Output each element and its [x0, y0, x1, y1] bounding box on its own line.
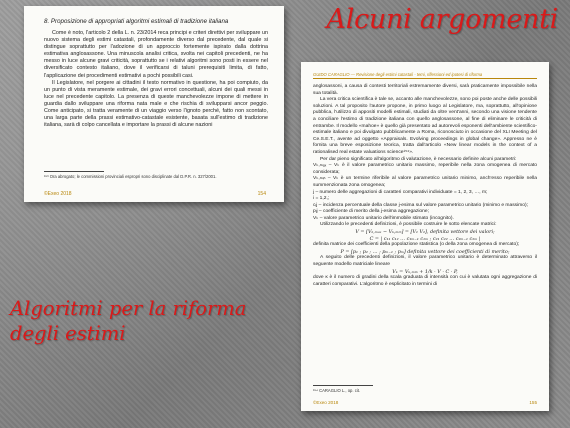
slide-subtitle-line: degli estimi — [10, 322, 126, 345]
paragraph: Il Legislatore, nel porgere ai cittadini il testo normativo in questione, ha poi compiuto, da un punto di vista meramente estimale, dei gravi errori concettuali, alcuni dei quali messi in luce nel precedente capitolo. La presenza di queste manchevolezze impone di mettere in guardia dallo sviluppare una riforma nata male e che rischia di svilupparsi ancor peggio. Come anticipato, si tratta veramente di un viaggio verso l'ignoto perché, fatto non scontato, una larga parte della prassi estimativo-catastale esistente, basata sull'estimo di tradizione italiana, sarà di colpo cancellata e importare la prassi di alcune nazioni — [44, 79, 268, 129]
paragraph: Utilizzando le precedenti definizioni, è possibile costruire le sotto elencate matrici: — [320, 222, 497, 228]
paragraph: A seguito delle precedenti definizioni, il valore parametrico unitario è determinato attraverso il seguente modello matriciale lineare — [313, 255, 537, 268]
vector-equation: V = [Vₖ,ₘₐₓ − Vₖ,ₘᵢₙ] = [V₁ V₂], definita vettore dei valori; — [355, 229, 495, 236]
footnote-divider — [313, 385, 373, 386]
page-body — [313, 84, 537, 288]
page-number: 155 — [529, 400, 537, 405]
paragraph: anglosassoni, a causa di contesti territoriali estremamente diversi, sarà praticamente impossibile nella sua totalità. — [313, 84, 537, 96]
model-equation: Vₖ = Vₖ,ₘᵢₙ + 1/k · V · C · P, — [392, 268, 458, 275]
definition-line: Vₖ,ₘₐₓ – Vₖ è il valore parametrico unitario massimo, reperibile nella zona omogenea di mercato considerata; — [313, 163, 537, 175]
publisher-brand: ©Exeo 2018 — [44, 191, 72, 197]
vector-equation: P = [p₁ ; p₂ ; … ; pₘ₋₁ ; pₘ] definita vettore dei coefficienti di merito; — [340, 248, 510, 255]
paragraph: definita matrice dei coefficienti della popolazione statistica (o della zona omogenea di mercato); — [313, 242, 520, 248]
definition-line: pᵢj – coefficiente di merito della j-esima aggregazione; — [313, 209, 429, 215]
definition-line: j – numero delle aggregazioni di caratteri comparativi individuate = 1, 2, 3, …, m; — [313, 189, 488, 195]
definition-line: Vₖ – valore parametrico unitario dell'immobile stimato (incognito). — [313, 215, 454, 221]
paragraph: La vera critica scientifica è tale se, accanto alle manchevolezze, sono poi poste anche delle possibili soluzioni. A tal proposito l'autore propone, in primo luogo al Legislatore, ma, soprattutto, all'opinione pubblica, l'utilizzo di appositi modelli estimali, studiati da oltre vent'anni, secondo una visione tendente a conciliare l'estimo di tradizione italiana con quello anglosassone, al fine di eliminare le criticità di entrambe. Il modello «mahoe» è quello già presentato ad autorevoli esponenti dell'ambiente scientifico-estimale italiano e poi divulgato pubblicamente a Roma, riconosciuto in occasione del XLI Meeting del Ce.S.E.T., avente ad oggetto «Appraisals. Evolving proceedings in global change». Appresso ne è fornita una breve esposizione teorica, tratta dall'articolo «New linear models in the context of a rationalised real estate valuations science¹⁵⁴». — [313, 97, 537, 155]
paragraph: Per dar pieno significato all'algoritmo di valutazione, è necessario definire alcuni parametri: — [320, 156, 517, 162]
section-title: 8. Proposizione di appropriati algoritmi estimali di tradizione italiana — [44, 18, 229, 25]
matrix-equation: C = | c₁₁ c₁₂ … c₁ₘ₋₁ c₁ₘ ; c₂₁ c₂₂ … c₂ₘ₋₁ c₂ₘ | — [369, 235, 481, 242]
slide-title: Alcuni argomenti — [326, 4, 558, 35]
paragraph: Come è noto, l'articolo 2 della L. n. 23/2014 reca principi e criteri direttivi per sviluppare un nuovo sistema degli estimi catastali, profondamente diverso dal precedente, dal quale si distingue soprattutto per l'adozione di un approccio fortemente ispirato dalla dottrina estimativa anglosassone. Una minuscola analisi critica, svolta nei capitoli precedenti, ne ha messo in luce alcune gravi criticità, soprattutto se i relativi algoritmi sono posti in essere nel diversificato contesto italiano, dove il verificarsi di taluni prerequisiti limita, di fatto, l'applicazione dei procedimenti estimativi a pochi possibili casi. — [44, 30, 268, 79]
footnote: ¹⁵³ Ora abrogato; le commissioni provinciali espropri sono disciplinate dal D.P.R. n. 327/2001. — [44, 174, 217, 179]
paragraph: dove κ è il numero di gradini della scala graduata di intensità con cui è valutata ogni aggregazione di caratteri comparativi. L'algoritmo è esplicitato in termini di — [313, 275, 537, 287]
definition-line: cᵢj – incidenza percentuale della classe j-esima sul valore parametrico unitario (minimo e massimo); — [313, 202, 528, 208]
definition-line: i = 1,2,; — [313, 196, 330, 202]
page-number: 154 — [257, 191, 266, 197]
footnote: ¹⁵⁴ CARAGLIO L., op. cit. — [313, 388, 361, 393]
running-header: GUIDO CARAGLIO — Revisione degli estimi catastali - temi, riflessioni ed ipotesi di riforma — [313, 72, 537, 79]
slide-subtitle-line: Algoritmi per la riforma — [10, 297, 247, 320]
slide-subtitle — [10, 296, 298, 346]
definition-line: Vₖ,ₘᵢₙ – Vₖ è un termine riferibile al valore parametrico unitario minimo, anch'esso reperibile nella summenzionata zona omogenea; — [313, 176, 537, 188]
document-page-right — [301, 62, 549, 411]
document-page-left — [24, 6, 284, 202]
footnote-divider — [44, 171, 104, 172]
page-body — [44, 30, 268, 129]
publisher-brand: ©Exeo 2018 — [313, 400, 339, 405]
